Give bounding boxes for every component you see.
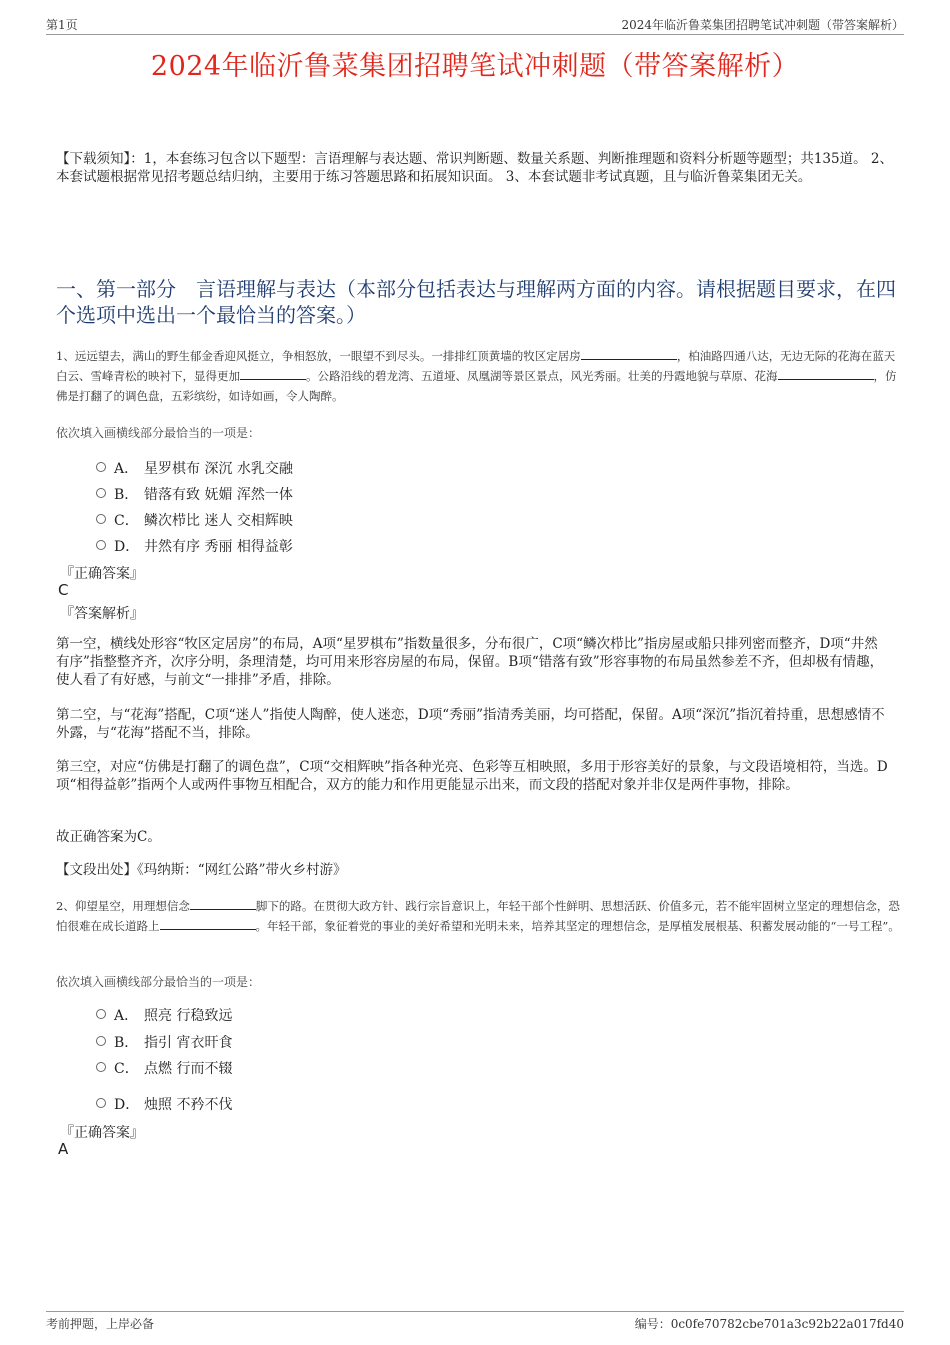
radio-icon[interactable] <box>96 1098 106 1108</box>
blank-3 <box>778 367 874 380</box>
radio-icon[interactable] <box>96 488 106 498</box>
analysis-conclusion: 故正确答案为C。 <box>56 829 161 845</box>
analysis-label: 『答案解析』 <box>60 606 144 622</box>
section-title: 一、第一部分 言语理解与表达（本部分包括表达与理解两方面的内容。请根据题目要求，在四个选项中选出一个最恰当的答案。） <box>56 277 896 327</box>
page-header <box>46 14 904 35</box>
blank-1 <box>190 897 256 910</box>
answer-label: 『正确答案』 <box>60 566 144 582</box>
page-number: 第1页 <box>46 18 78 32</box>
analysis-paragraph: 第一空，横线处形容“牧区定居房”的布局，A项“星罗棋布”指数量很多，分布很广，C项“鳞次栉比”指房屋或船只排列密而整齐，D项“井然有序”指整整齐齐，次序分明，条理清楚，均可用来形容房屋的布局，保留。B项“错落有致”形容事物的布局虽然参差不齐，但却极有情趣，使人看了有好感，与前文“一排排”矛盾，排除。 <box>56 636 884 688</box>
page-footer <box>46 1311 904 1332</box>
analysis-paragraph: 第二空，与“花海”搭配，C项“迷人”指使人陶醉，使人迷恋，D项“秀丽”指清秀美丽，均可搭配，保留。A项“深沉”指沉着持重，思想感情不外露，与“花海”搭配不当，排除。 <box>56 707 885 741</box>
blank-2 <box>160 917 256 930</box>
answer-value: C <box>58 581 69 599</box>
question-2-prompt: 依次填入画横线部分最恰当的一项是： <box>56 975 261 989</box>
blank-1 <box>581 347 677 360</box>
blank-2 <box>240 367 306 380</box>
answer-label: 『正确答案』 <box>60 1125 144 1141</box>
download-notice: 【下载须知】：1，本套练习包含以下题型：言语理解与表达题、常识判断题、数量关系题、判断推理题和资料分析题等题型；共135道。 2、本套试题根据常见招考题总结归纳，主要用于练习答题思路和拓展知识面。 3、本套试题非考试真题，且与临沂鲁菜集团无关。 <box>56 151 893 185</box>
analysis-paragraph: 第三空，对应“仿佛是打翻了的调色盘”，C项“交相辉映”指各种光亮、色彩等互相映照，多用于形容美好的景象，与文段语境相符，当选。D项“相得益彰”指两个人或两件事物互相配合，双方的能力和作用更能显示出来，而文段的搭配对象并非仅是两件事物，排除。 <box>56 759 888 793</box>
radio-icon[interactable] <box>96 540 106 550</box>
radio-icon[interactable] <box>96 1036 106 1046</box>
radio-icon[interactable] <box>96 1009 106 1019</box>
radio-icon[interactable] <box>96 1062 106 1072</box>
question-1-prompt: 依次填入画横线部分最恰当的一项是： <box>56 426 261 440</box>
answer-value: A <box>58 1140 69 1158</box>
radio-icon[interactable] <box>96 462 106 472</box>
header-doc-title: 2024年临沂鲁菜集团招聘笔试冲刺题（带答案解析） <box>621 18 904 32</box>
question-2-text: 2、仰望星空，用理想信念 脚下的路。在贯彻大政方针、践行宗旨意识上，年轻干部个性鲜明、思想活跃、价值多元，若不能牢固树立坚定的理想信念，恐怕很难在成长道路上 。年轻干部，象征着党的事业的美好希望和光明未来，培养其坚定的理想信念，是厚植发展根基、积蓄发展动能的“一号工程”。 <box>56 899 900 933</box>
radio-icon[interactable] <box>96 514 106 524</box>
footer-slogan: 考前押题，上岸必备 <box>46 1317 155 1331</box>
document-title: 2024年临沂鲁菜集团招聘笔试冲刺题（带答案解析） <box>150 51 800 82</box>
question-1-text: 1、远远望去，满山的野生郁金香迎风挺立，争相怒放，一眼望不到尽头。一排排红顶黄墙的牧区定居房 ，柏油路四通八达，无边无际的花海在蓝天白云、雪峰青松的映衬下，显得更加 。公路沿线的碧龙湾、五道垭、凤凰湖等景区景点，风光秀丽。壮美的丹霞地貌与草原、花海 ，仿佛是打翻了的调色盘，五彩缤纷，如诗如画，令人陶醉。 <box>56 349 897 403</box>
source-citation: 【文段出处】《玛纳斯：“网红公路”带火乡村游》 <box>56 862 347 878</box>
document-id: 编号：0c0fe70782cbe701a3c92b22a017fd40 <box>634 1317 904 1331</box>
